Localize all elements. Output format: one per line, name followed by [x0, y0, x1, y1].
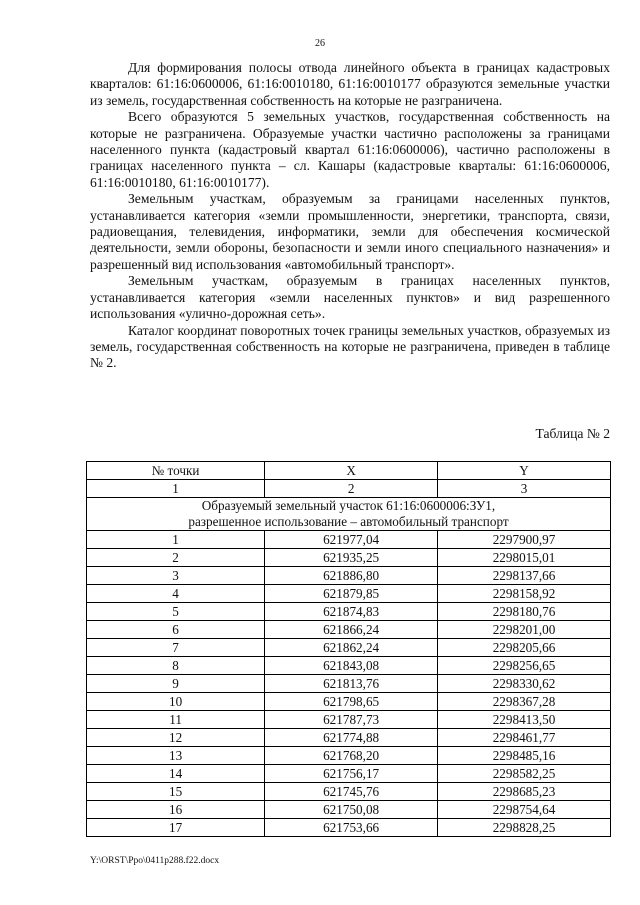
y-coordinate-cell: 2298180,76: [438, 603, 611, 621]
point-number-cell: 4: [87, 585, 265, 603]
table-row: [87, 747, 611, 765]
table-row: [87, 621, 611, 639]
point-number-cell: 15: [87, 783, 265, 801]
section-title-row: [87, 498, 611, 531]
x-coordinate-cell: 621753,66: [265, 819, 438, 837]
table-caption: Таблица № 2: [535, 426, 610, 441]
point-number-cell: 5: [87, 603, 265, 621]
table-row: [87, 711, 611, 729]
y-coordinate-cell: 2298582,25: [438, 765, 611, 783]
table-row: [87, 585, 611, 603]
column-number: 3: [438, 480, 611, 498]
x-coordinate-cell: 621977,04: [265, 531, 438, 549]
point-number-cell: 16: [87, 801, 265, 819]
y-coordinate-cell: 2298015,01: [438, 549, 611, 567]
table-row: [87, 783, 611, 801]
point-number-cell: 9: [87, 675, 265, 693]
point-number-cell: 1: [87, 531, 265, 549]
y-coordinate-cell: 2298158,92: [438, 585, 611, 603]
x-coordinate-cell: 621874,83: [265, 603, 438, 621]
x-coordinate-cell: 621862,24: [265, 639, 438, 657]
x-coordinate-cell: 621798,65: [265, 693, 438, 711]
y-coordinate-cell: 2298330,62: [438, 675, 611, 693]
y-coordinate-cell: 2298485,16: [438, 747, 611, 765]
point-number-cell: 10: [87, 693, 265, 711]
y-coordinate-cell: 2298461,77: [438, 729, 611, 747]
x-coordinate-cell: 621813,76: [265, 675, 438, 693]
y-coordinate-cell: 2298413,50: [438, 711, 611, 729]
x-coordinate-cell: 621756,17: [265, 765, 438, 783]
x-coordinate-cell: 621768,20: [265, 747, 438, 765]
column-number-row: [87, 480, 611, 498]
table-row: [87, 657, 611, 675]
paragraph: Земельным участкам, образуемым в границах населенных пунктов, устанавливается категория «земли населенных пунктов» и вид разрешенного использования «улично-дорожная сеть».: [90, 273, 610, 322]
table-row: [87, 729, 611, 747]
table-row: [87, 765, 611, 783]
table-row: [87, 675, 611, 693]
footer-file-path: Y:\ORST\Ppo\0411p288.f22.docx: [90, 856, 220, 866]
x-coordinate-cell: 621935,25: [265, 549, 438, 567]
y-coordinate-cell: 2297900,97: [438, 531, 611, 549]
y-coordinate-cell: 2298754,64: [438, 801, 611, 819]
x-coordinate-cell: 621750,08: [265, 801, 438, 819]
section-title-line1: Образуемый земельный участок 61:16:0600006:ЗУ1,: [201, 498, 496, 513]
section-title: [87, 498, 611, 531]
y-coordinate-cell: 2298367,28: [438, 693, 611, 711]
x-coordinate-cell: 621774,88: [265, 729, 438, 747]
table-row: [87, 639, 611, 657]
table-row: [87, 819, 611, 837]
paragraph: Всего образуются 5 земельных участков, государственная собственность на которые не разграничена. Образуемые участки частично расположены за границами населенного пункта (кадастровый квартал 61:16:0600006), частично расположены в границах населенного пункта – сл. Кашары (кадастровые кварталы: 61:16:0600006, 61:16:0010180, 61:16:0010177).: [90, 109, 610, 190]
point-number-cell: 13: [87, 747, 265, 765]
coordinates-table: [86, 461, 611, 837]
y-coordinate-cell: 2298828,25: [438, 819, 611, 837]
header-x: X: [265, 462, 438, 480]
table-row: [87, 801, 611, 819]
point-number-cell: 6: [87, 621, 265, 639]
y-coordinate-cell: 2298685,23: [438, 783, 611, 801]
table-row: [87, 603, 611, 621]
section-title-line2: разрешенное использование – автомобильный транспорт: [188, 514, 509, 529]
column-number: 2: [265, 480, 438, 498]
y-coordinate-cell: 2298201,00: [438, 621, 611, 639]
x-coordinate-cell: 621866,24: [265, 621, 438, 639]
y-coordinate-cell: 2298137,66: [438, 567, 611, 585]
x-coordinate-cell: 621879,85: [265, 585, 438, 603]
point-number-cell: 3: [87, 567, 265, 585]
table-row: [87, 693, 611, 711]
x-coordinate-cell: 621843,08: [265, 657, 438, 675]
paragraph: Для формирования полосы отвода линейного объекта в границах кадастровых кварталов: 61:16:0600006, 61:16:0010180, 61:16:0010177 образуются земельные участки из земель, государственная собственность на которые не разграничена.: [90, 60, 610, 108]
point-number-cell: 7: [87, 639, 265, 657]
point-number-cell: 2: [87, 549, 265, 567]
table-row: [87, 531, 611, 549]
point-number-cell: 8: [87, 657, 265, 675]
header-y: Y: [438, 462, 611, 480]
column-number: 1: [87, 480, 265, 498]
x-coordinate-cell: 621745,76: [265, 783, 438, 801]
paragraph: Земельным участкам, образуемым за границами населенных пунктов, устанавливается категория «земли промышленности, энергетики, транспорта, связи, радиовещания, телевидения, информатики, земли для обеспечения космической деятельности, земли обороны, безопасности и земли иного специального назначения» и разрешенный вид использования «автомобильный транспорт».: [90, 191, 610, 272]
point-number-cell: 14: [87, 765, 265, 783]
y-coordinate-cell: 2298205,66: [438, 639, 611, 657]
header-point-number: № точки: [87, 462, 265, 480]
table-row: [87, 549, 611, 567]
body-text: [90, 60, 610, 372]
point-number-cell: 17: [87, 819, 265, 837]
table-header-row: [87, 462, 611, 480]
paragraph: Каталог координат поворотных точек границы земельных участков, образуемых из земель, государственная собственность на которые не разграничена, приведен в таблице № 2.: [90, 322, 610, 371]
page-number: 26: [315, 38, 325, 49]
x-coordinate-cell: 621787,73: [265, 711, 438, 729]
point-number-cell: 12: [87, 729, 265, 747]
x-coordinate-cell: 621886,80: [265, 567, 438, 585]
table-row: [87, 567, 611, 585]
point-number-cell: 11: [87, 711, 265, 729]
y-coordinate-cell: 2298256,65: [438, 657, 611, 675]
